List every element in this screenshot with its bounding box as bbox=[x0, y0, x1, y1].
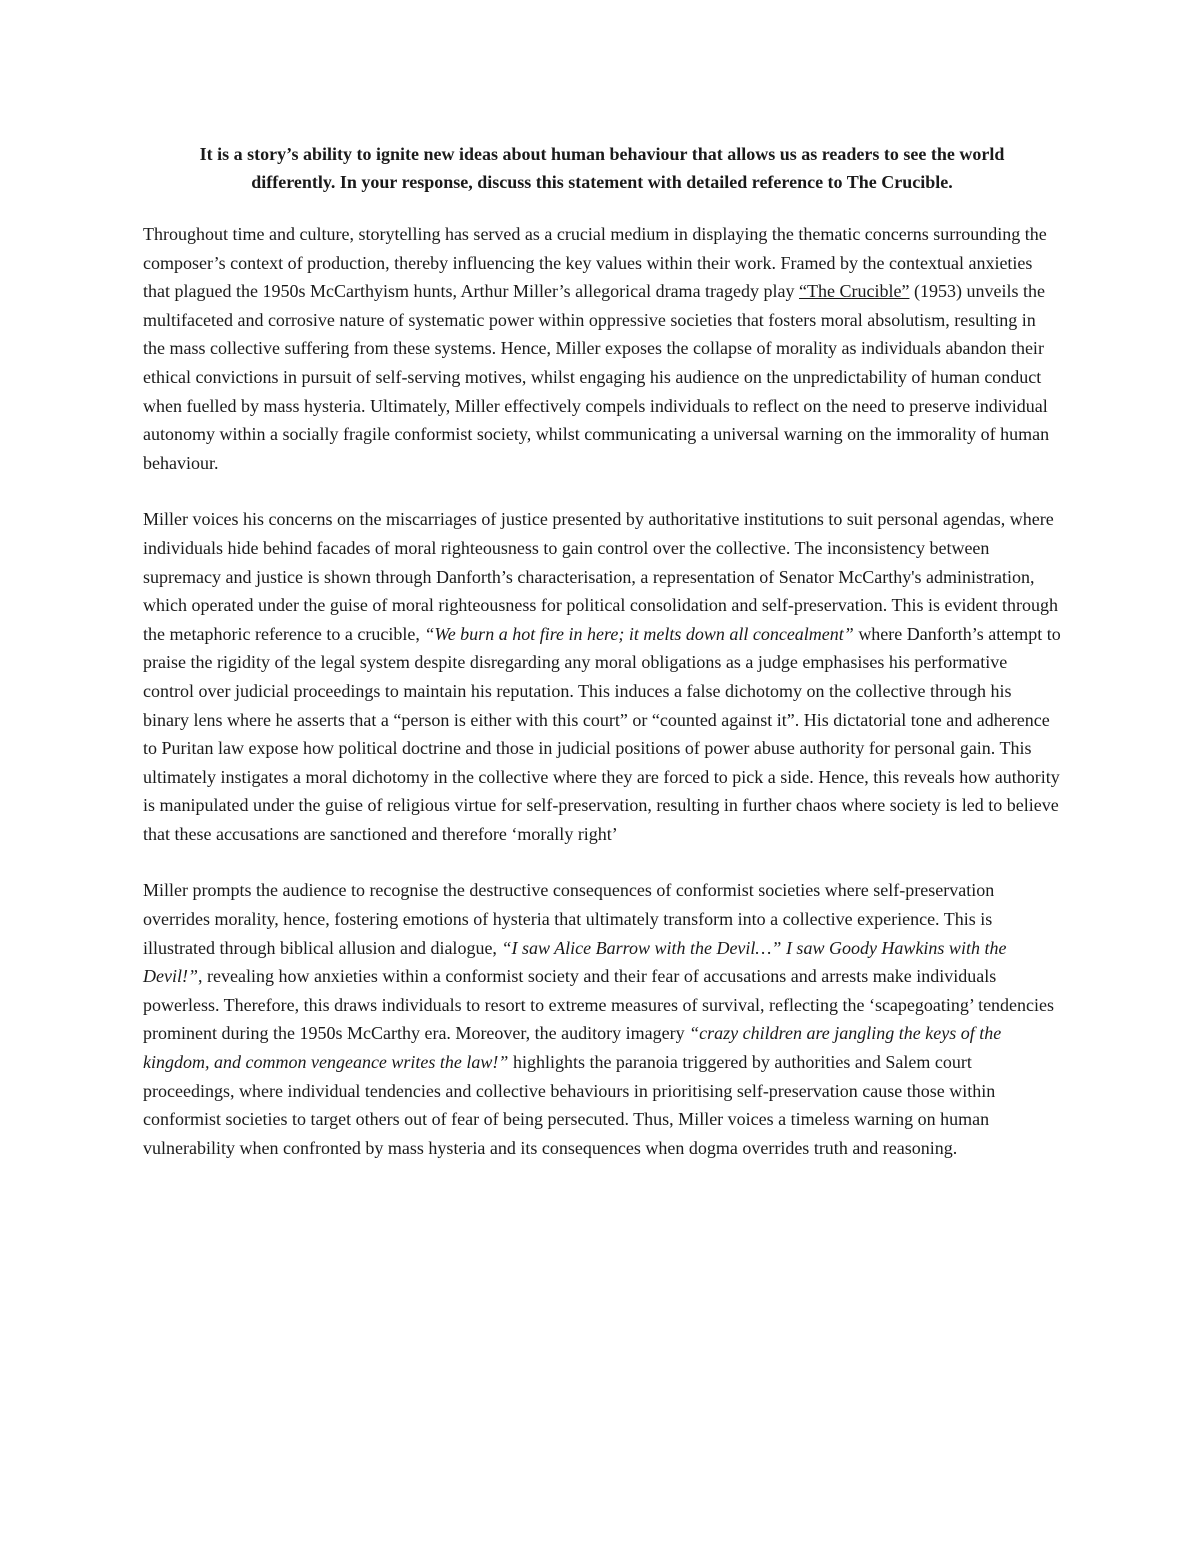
paragraph-text: , revealing how anxieties within a conformist society and their fear of accusations and arrests make individuals powerless. Therefore, this draws individuals to resort to extreme measures of survival, reflecting the ‘scapegoating’ tendencies prominent during the 1950s McCarthy era. Moreover, the auditory imagery bbox=[143, 966, 1055, 1044]
paragraph-text: highlights the paranoia triggered by authorities and Salem court proceedings, where individual tendencies and collective behaviours in prioritising self-preservation cause those within conformist societies to target others out of fear of being persecuted. Thus, Miller voices a timeless warning on human vulnerability when confronted by mass hysteria and its consequences when dogma overrides truth and reasoning. bbox=[143, 1052, 996, 1158]
paragraph-text: Miller voices his concerns on the miscarriages of justice presented by authoritative institutions to suit personal agendas, where individuals hide behind facades of moral righteousness to gain control over the collective. The inconsistency between supremacy and justice is shown through Danforth’s characterisation, a representation of Senator McCarthy's administration, which operated under the guise of moral righteousness for political consolidation and self-preservation. This is evident through the metaphoric reference to a crucible, bbox=[143, 509, 1058, 644]
quote-italic: “crazy children are jangling the keys of the kingdom, and common vengeance writes the law!” bbox=[143, 1023, 1002, 1073]
paragraph-text: Miller prompts the audience to recognise the destructive consequences of conformist societies where self-preservation overrides morality, hence, fostering emotions of hysteria that ultimately transform into a collective experience. This is illustrated through biblical allusion and dialogue, bbox=[143, 880, 995, 958]
paragraph-text: (1953) unveils the multifaceted and corrosive nature of systematic power within oppressive societies that fosters moral absolutism, resulting in the mass collective suffering from these systems. Hence, Miller exposes the collapse of morality as individuals abandon their ethical convictions in pursuit of self-serving motives, whilst engaging his audience on the unpredictability of human conduct when fuelled by mass hysteria. Ultimately, Miller effectively compels individuals to reflect on the need to preserve individual autonomy within a socially fragile conformist society, whilst communicating a universal warning on the immorality of human behaviour. bbox=[143, 281, 1050, 473]
play-title-underlined: “The Crucible” bbox=[799, 281, 910, 302]
paragraph-body-2 bbox=[143, 876, 1061, 1162]
paragraph-text: where Danforth’s attempt to praise the rigidity of the legal system despite disregarding any moral obligations as a judge emphasises his performative control over judicial proceedings to maintain his reputation. This induces a false dichotomy on the collective through his binary lens where he asserts that a “person is either with this court” or “counted against it”. His dictatorial tone and adherence to Puritan law expose how political doctrine and those in judicial positions of power abuse authority for personal gain. This ultimately instigates a moral dichotomy in the collective where they are forced to pick a side. Hence, this reveals how authority is manipulated under the guise of religious virtue for self-preservation, resulting in further chaos where society is led to believe that these accusations are sanctioned and therefore ‘morally right’ bbox=[143, 623, 1061, 844]
document-body bbox=[143, 140, 1061, 1190]
quote-italic: “We burn a hot fire in here; it melts down all concealment” bbox=[424, 623, 854, 644]
paragraph-body-1 bbox=[143, 505, 1061, 848]
quote-italic: “I saw Alice Barrow with the Devil…” I saw Goody Hawkins with the Devil!” bbox=[143, 937, 1007, 987]
paragraph-introduction bbox=[143, 220, 1061, 477]
essay-question-heading: It is a story’s ability to ignite new ideas about human behaviour that allows us as readers to see the world differently. In your response, discuss this statement with detailed reference to The Crucible. bbox=[199, 144, 1005, 192]
paragraph-text: Throughout time and culture, storytelling has served as a crucial medium in displaying the thematic concerns surrounding the composer’s context of production, thereby influencing the key values within their work. Framed by the contextual anxieties that plagued the 1950s McCarthyism hunts, Arthur Miller’s allegorical drama tragedy play bbox=[143, 224, 1047, 302]
